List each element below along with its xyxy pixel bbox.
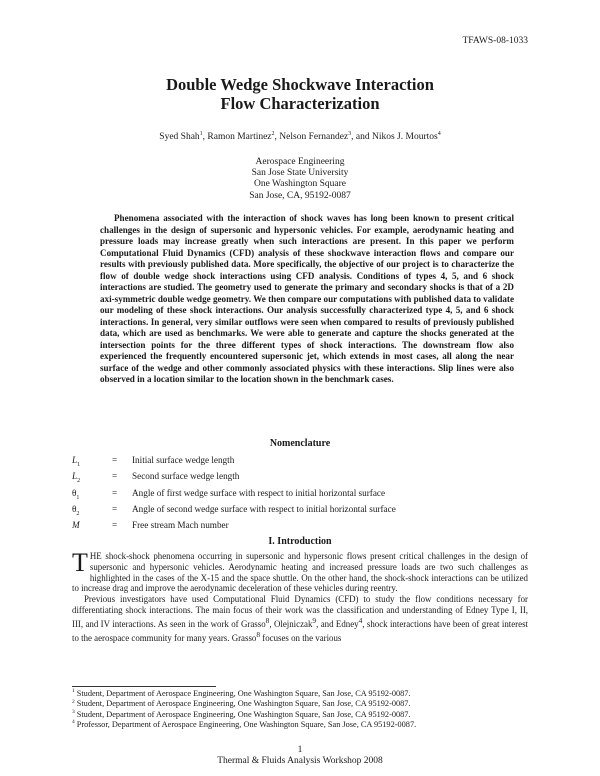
author-separator: , bbox=[274, 132, 280, 142]
page-number: 1 bbox=[297, 745, 303, 755]
symbol-subscript: 2 bbox=[77, 478, 81, 485]
author-name: Nikos J. Mourtos bbox=[371, 132, 438, 142]
nomenclature-equals: = bbox=[112, 455, 118, 465]
nomenclature-description: Angle of second wedge surface with respect to initial horizontal surface bbox=[132, 503, 396, 514]
affiliation-line: San Jose State University bbox=[251, 168, 349, 179]
nomenclature-symbol bbox=[72, 455, 112, 471]
author-mark: 3 bbox=[348, 130, 352, 137]
citation-ref: 8 bbox=[256, 629, 261, 639]
footer-venue: Thermal & Fluids Analysis Workshop 2008 bbox=[217, 756, 383, 766]
nomenclature-symbol bbox=[72, 520, 112, 536]
nomenclature-equals: = bbox=[112, 471, 118, 482]
intro-paragraph-1 bbox=[72, 548, 528, 594]
abstract: Phenomena associated with the interaction of shock waves has long been known to present critical challenges in the design of supersonic and hypersonic vehicles. For example, aerodynamic heating and pressure loads may increase greatly when such interactions are present. In this paper we perform Computational Fluid Dynamics (CFD) analysis of these shockwave interaction flows and compare our results with previously published data. More specifically, the objective of our project is to characterize the flow of double wedge shock interactions using CFD analysis. Conditions of types 4, 5, and 6 shock interactions are studied. The geometry used to generate the primary and secondary shocks is that of a 2D axi-symmetric double wedge geometry. We then compare our computations with published data to validate our modeling of these shock interactions. Our analysis successfully characterized type 4, 5, and 6 shock interactions. In general, very similar outflows were seen when compared to results of previously published data, which are used as benchmarks. We were able to generate and capture the shocks generated at the intersection points for the three different types of shock interactions. The downstream flow also experienced the frequently encountered supersonic jet, which extends in most cases, all along the near surface of the wedge and other commonly associated physics with these interactions. Slip lines were also observed in a location similar to the location shown in the benchmark cases. bbox=[100, 213, 514, 384]
symbol-letter: M bbox=[72, 520, 80, 531]
nomenclature-symbol bbox=[72, 504, 112, 520]
footnote-mark: 3 bbox=[72, 709, 75, 716]
footnote bbox=[72, 689, 416, 699]
paper-id: TFAWS-08-1033 bbox=[462, 36, 528, 46]
citation-ref: 9 bbox=[312, 615, 317, 625]
symbol-letter: L bbox=[72, 471, 78, 482]
nomenclature-row bbox=[72, 520, 396, 536]
author-list bbox=[60, 132, 540, 142]
nomenclature-row bbox=[72, 455, 396, 471]
nomenclature-description: Angle of first wedge surface with respect to initial horizontal surface bbox=[132, 487, 386, 498]
intro-text: focuses on the various bbox=[260, 632, 342, 643]
footnote-mark: 2 bbox=[72, 698, 75, 705]
footnote-mark: 4 bbox=[72, 719, 75, 726]
symbol-letter: L bbox=[72, 455, 78, 465]
author-mark: 1 bbox=[199, 130, 203, 137]
section-heading-introduction: I. Introduction bbox=[268, 536, 332, 547]
footnote-divider bbox=[72, 686, 216, 687]
nomenclature-equals: = bbox=[112, 503, 118, 514]
intro-paragraph-1-text: HE shock-shock phenomena occurring in supersonic and hypersonic flows present critical challenges in the design of supersonic and hypersonic vehicles. Aerodynamic heating and increased pressure loads are two such challenges as highlighted in the cases of the X-15 and the space shuttle. On the other hand, the shock-shock interactions can be utilized to increase drag and improve the aerodynamic deceleration of these vehicles during reentry. bbox=[72, 551, 528, 594]
title-line-1: Double Wedge Shockwave Interaction bbox=[166, 75, 434, 94]
symbol-letter: θ bbox=[72, 487, 77, 498]
affiliation bbox=[60, 157, 540, 202]
footnotes bbox=[72, 689, 416, 731]
author-name: Nelson Fernandez bbox=[279, 132, 349, 142]
nomenclature-list bbox=[72, 455, 396, 537]
introduction-body bbox=[72, 548, 528, 643]
nomenclature-symbol bbox=[72, 471, 112, 487]
footnote bbox=[72, 720, 416, 730]
affiliation-line: Aerospace Engineering bbox=[255, 157, 345, 167]
paper-title bbox=[60, 75, 540, 113]
author-name: Syed Shah bbox=[159, 132, 200, 142]
symbol-subscript: 1 bbox=[76, 494, 80, 501]
symbol-subscript: 1 bbox=[77, 461, 81, 468]
title-line-2: Flow Characterization bbox=[220, 94, 380, 113]
intro-text: , Olejniczak bbox=[269, 618, 313, 629]
nomenclature-row bbox=[72, 471, 396, 487]
nomenclature-row bbox=[72, 488, 396, 504]
author-separator: , bbox=[202, 132, 208, 142]
footnote-text: Professor, Department of Aerospace Engineering, One Washington Square, San Jose, CA 95192-0087. bbox=[76, 720, 417, 730]
footnote bbox=[72, 710, 416, 720]
footnote-text: Student, Department of Aerospace Engineering, One Washington Square, San Jose, CA 95192-0087. bbox=[76, 689, 411, 698]
intro-text: , shock interactions have been of great interest to the aerospace community for many years. Grasso bbox=[72, 618, 528, 643]
author-mark: 4 bbox=[437, 130, 441, 137]
footnote-text: Student, Department of Aerospace Engineering, One Washington Square, San Jose, CA 95192-0087. bbox=[76, 699, 411, 709]
author-name: Ramon Martinez bbox=[207, 132, 272, 142]
footnote-mark: 1 bbox=[72, 688, 75, 695]
author-separator: , and bbox=[351, 132, 372, 142]
nomenclature-row bbox=[72, 504, 396, 520]
symbol-subscript: 2 bbox=[76, 510, 80, 517]
citation-ref: 4 bbox=[358, 615, 363, 625]
nomenclature-heading: Nomenclature bbox=[269, 438, 331, 449]
nomenclature-description: Free stream Mach number bbox=[132, 520, 229, 531]
footnote-text: Student, Department of Aerospace Engineering, One Washington Square, San Jose, CA 95192-0087. bbox=[76, 709, 411, 719]
nomenclature-description: Second surface wedge length bbox=[132, 471, 240, 482]
footnote bbox=[72, 699, 416, 709]
nomenclature-equals: = bbox=[112, 487, 118, 498]
intro-text: , and Edney bbox=[316, 618, 359, 629]
author-mark: 2 bbox=[271, 130, 275, 137]
symbol-letter: θ bbox=[72, 503, 77, 514]
citation-ref: 8 bbox=[265, 615, 270, 625]
nomenclature-equals: = bbox=[112, 520, 118, 531]
nomenclature-symbol bbox=[72, 488, 112, 504]
nomenclature-description: Initial surface wedge length bbox=[132, 455, 235, 465]
dropcap: T bbox=[72, 548, 88, 577]
affiliation-line: San Jose, CA, 95192-0087 bbox=[249, 190, 351, 201]
intro-paragraph-2 bbox=[72, 594, 528, 643]
intro-text: Previous investigators have used Computational Fluid Dynamics (CFD) to study the flow conditions necessary for differentiating shock interactions. The main focus of their work was the classification and understanding of Edney Type I, II, III, and IV interactions. As seen in the work of Grasso bbox=[72, 594, 528, 629]
affiliation-line: One Washington Square bbox=[254, 179, 346, 190]
